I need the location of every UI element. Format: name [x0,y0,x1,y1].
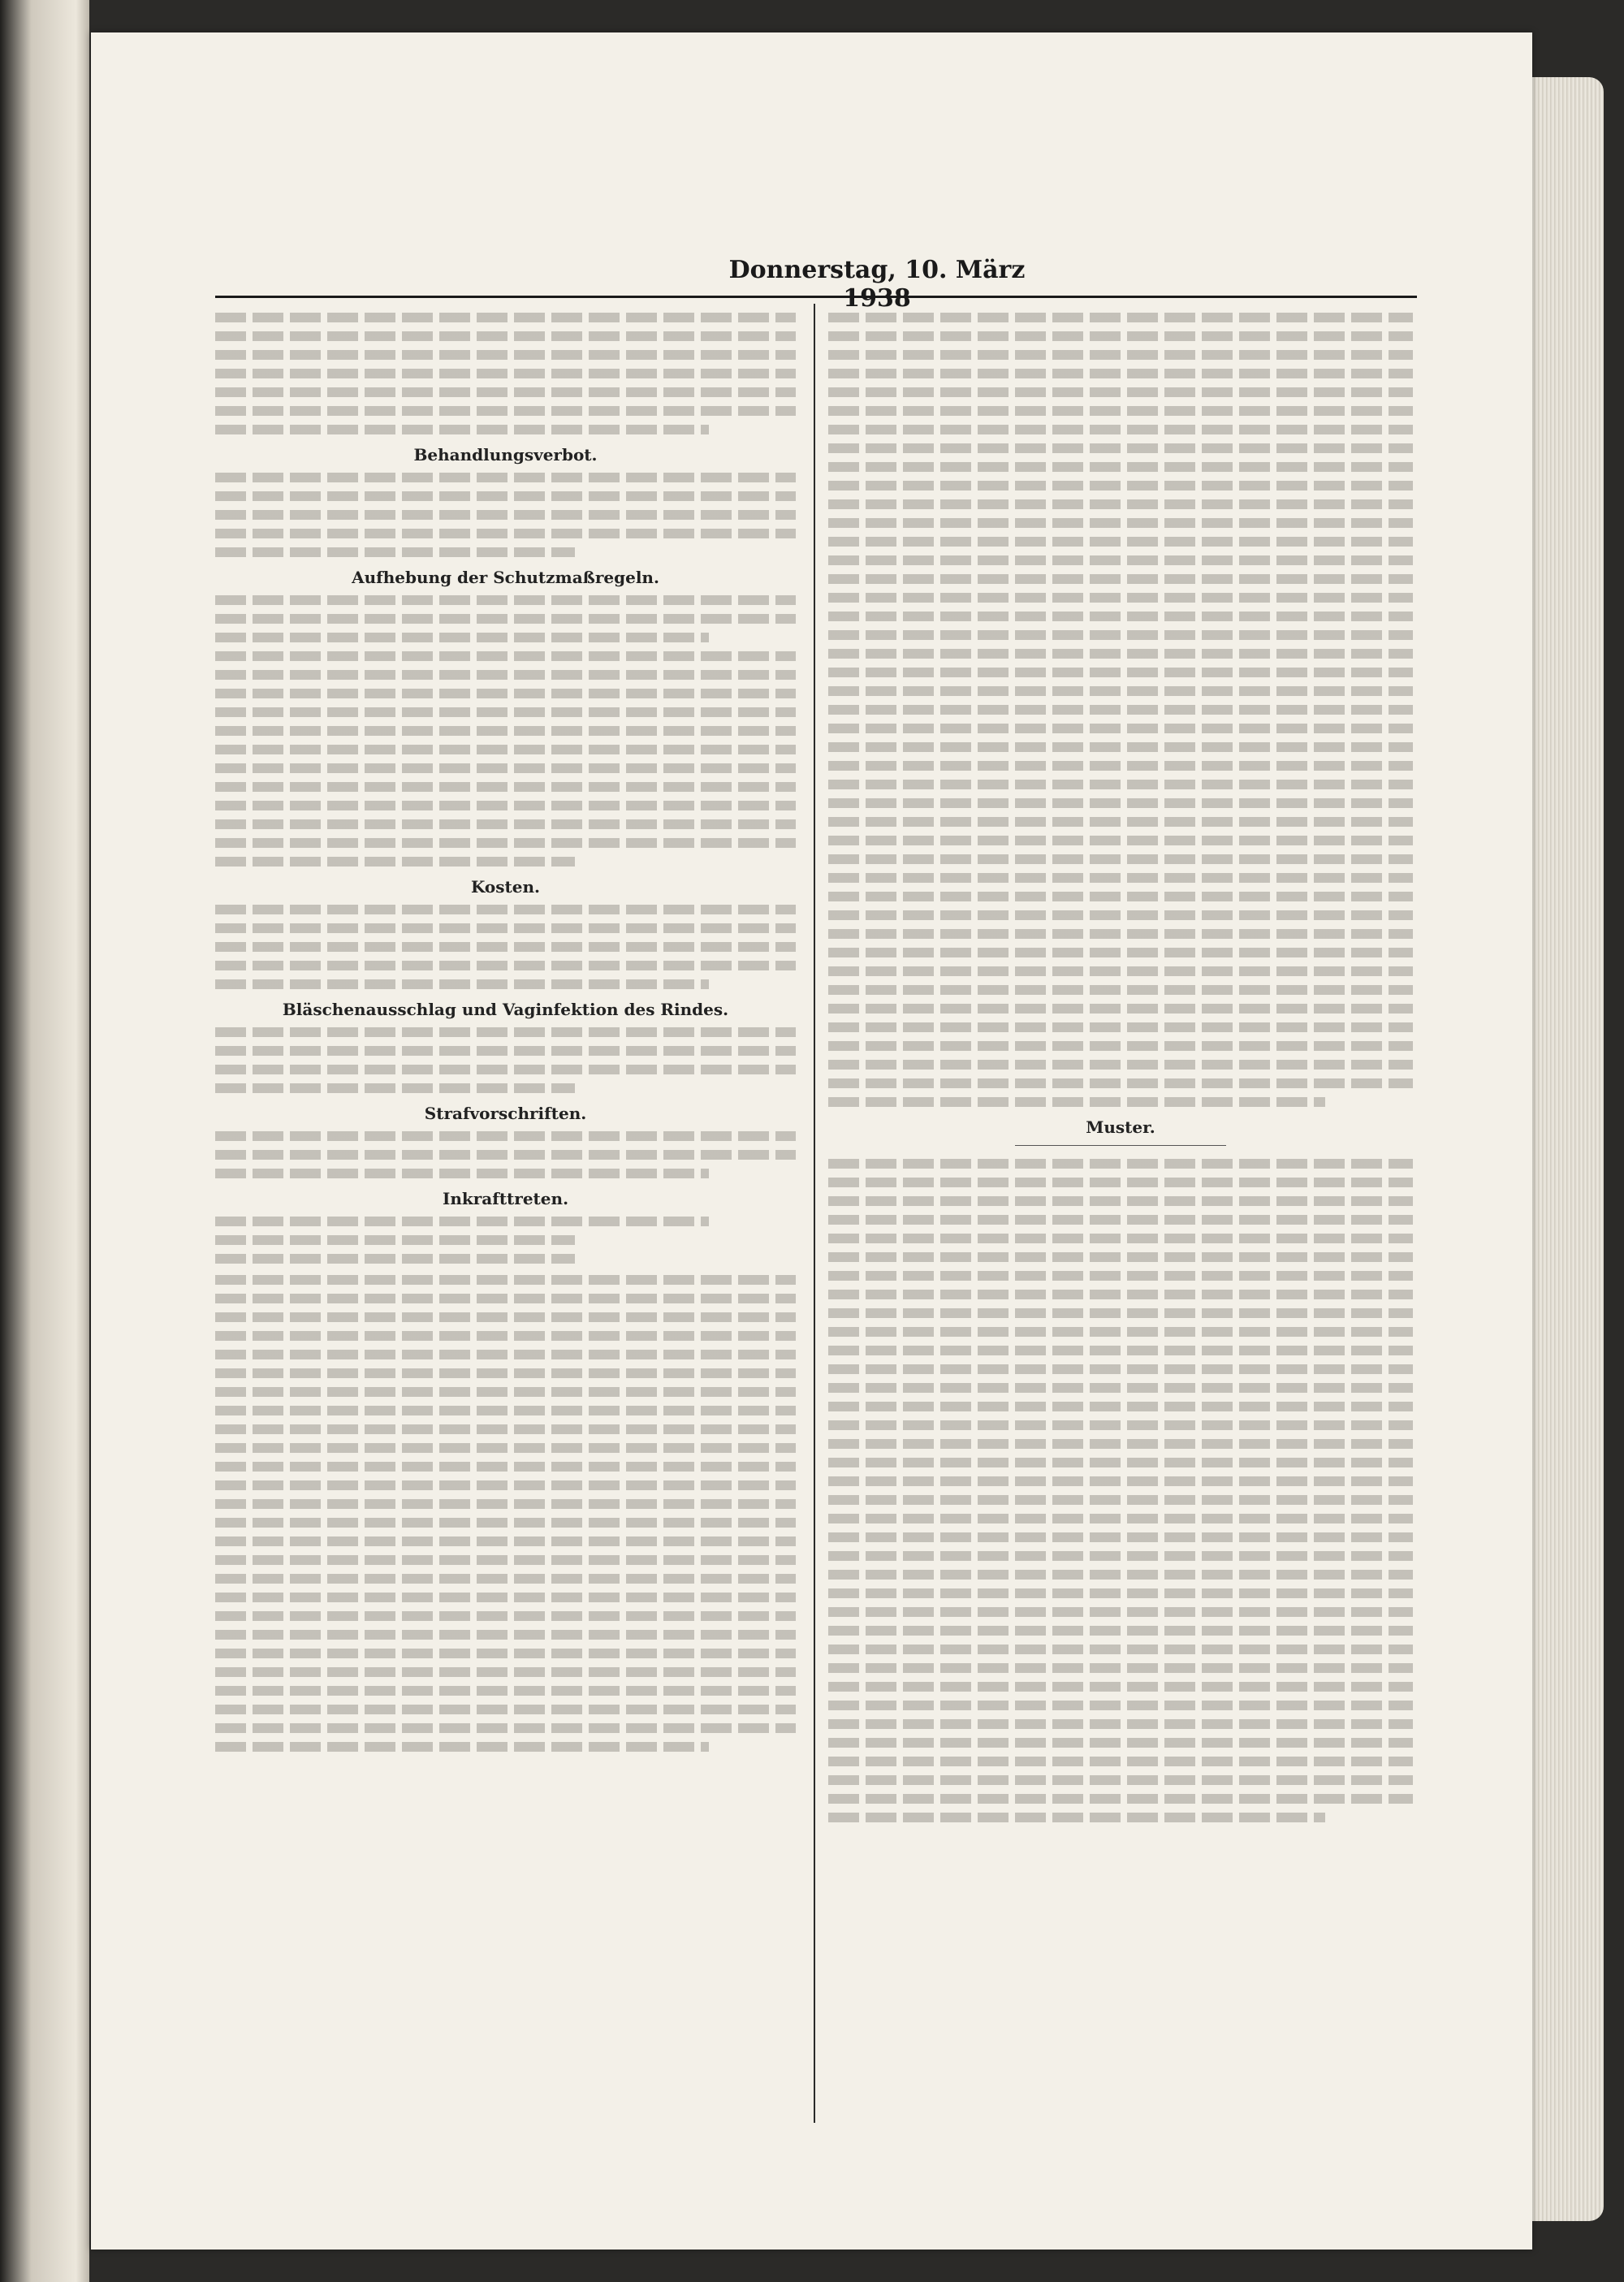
section-heading: Bläschenausschlag und Vaginfektion des Rindes. [282,1000,729,1019]
heading-rule [1015,1145,1226,1146]
column-divider [814,304,815,2123]
paragraph-block [215,313,796,434]
left-column [215,313,796,1763]
section-heading: Inkrafttreten. [442,1189,569,1208]
masthead-rule [215,296,1417,298]
section-heading: Aufhebung der Schutzmaßregeln. [352,568,659,587]
paragraph-block [215,595,796,867]
paragraph-block [215,1217,796,1264]
section-heading: Muster. [1086,1117,1155,1137]
paragraph-block [828,313,1413,1107]
paragraph-block [828,1159,1413,1822]
paragraph-block [215,905,796,989]
paragraph-block [215,473,796,557]
section-heading: Kosten. [470,877,540,897]
left-page-edge [0,0,89,2282]
page-stack [1527,77,1604,2221]
paragraph-block [215,1027,796,1093]
page-masthead: Donnerstag, 10. März 1938 [728,256,1026,313]
paragraph-block [215,1131,796,1178]
section-heading: Behandlungsverbot. [413,445,598,465]
paragraph-block [215,1275,796,1752]
right-column [828,313,1413,1834]
section-heading: Strafvorschriften. [424,1104,587,1123]
